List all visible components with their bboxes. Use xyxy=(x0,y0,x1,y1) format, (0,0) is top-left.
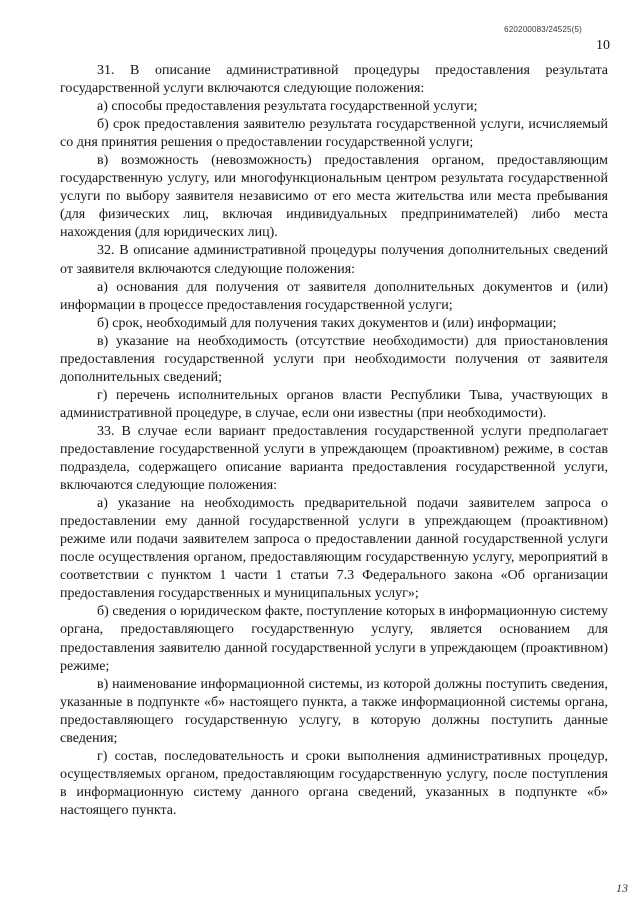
paragraph: б) срок предоставления заявителю результата государственной услуги, исчисляемый со дня принятия решения о предоставлении государственной услуги; xyxy=(60,117,608,151)
page-number: 10 xyxy=(596,38,610,53)
paragraph: а) способы предоставления результата государственной услуги; xyxy=(97,99,478,115)
paragraph: 33. В случае если вариант предоставления государственной услуги предполагает предоставление государственной услуги в упреждающем (проактивном) режиме, в состав подраздела, содержащего описание варианта предоставления государственной услуги, включаются следующие положения: xyxy=(60,423,608,494)
paragraph: а) основания для получения от заявителя дополнительных документов и (или) информации в процессе предоставления государственной услуги; xyxy=(60,279,608,313)
paragraph: 31. В описание административной процедуры предоставления результата государственной услуги включаются следующие положения: xyxy=(60,63,608,97)
paragraph: в) наименование информационной системы, из которой должны поступить сведения, указанные в подпункте «б» настоящего пункта, а также информационной системы органа, предоставляющего государственную услугу, в которую должны поступить данные сведения; xyxy=(60,676,608,746)
paragraph: 32. В описание административной процедуры получения дополнительных сведений от заявителя включаются следующие положения: xyxy=(60,243,608,277)
paragraph: в) указание на необходимость (отсутствие необходимости) для приостановления предоставления государственной услуги при необходимости получения от заявителя дополнительных сведений; xyxy=(60,333,608,385)
paragraph: в) возможность (невозможность) предоставления органом, предоставляющим государственную услугу, или многофункциональным центром результата государственной услуги по выбору заявителя независимо от его места жительства или места пребывания (для физических лиц, включая индивидуальных предпринимателей) либо места нахождения (для юридических лиц). xyxy=(60,153,608,241)
document-id: 620200083/24525(5) xyxy=(504,25,582,34)
paragraph: г) перечень исполнительных органов власти Республики Тыва, участвующих в административной процедуре, в случае, если они известны (при необходимости). xyxy=(60,387,608,421)
handwritten-page-mark: 13 xyxy=(616,881,628,895)
paragraph: б) срок, необходимый для получения таких документов и (или) информации; xyxy=(97,315,557,331)
paragraph: а) указание на необходимость предварительной подачи заявителем запроса о предоставлении ему данной государственной услуги в упреждающем (проактивном) режиме или подачи заявителем запроса о предоставлении данной государственной услуги после осуществления органом, предоставляющим государственную услугу, мероприятий в соответствии с пунктом 1 части 1 статьи 7.3 Федерального закона «Об организации предоставления государственных и муниципальных услуг»; xyxy=(60,496,608,602)
paragraph: б) сведения о юридическом факте, поступление которых в информационную систему органа, предоставляющего государственную услугу, является основанием для предоставления заявителю данной государственной услуги в упреждающем (проактивном) режиме; xyxy=(60,604,608,674)
paragraph: г) состав, последовательность и сроки выполнения административных процедур, осуществляемых органом, предоставляющим государственную услугу, после поступления в информационную систему данного органа сведений, указанных в подпункте «б» настоящего пункта. xyxy=(60,748,608,818)
document-body xyxy=(60,62,608,820)
